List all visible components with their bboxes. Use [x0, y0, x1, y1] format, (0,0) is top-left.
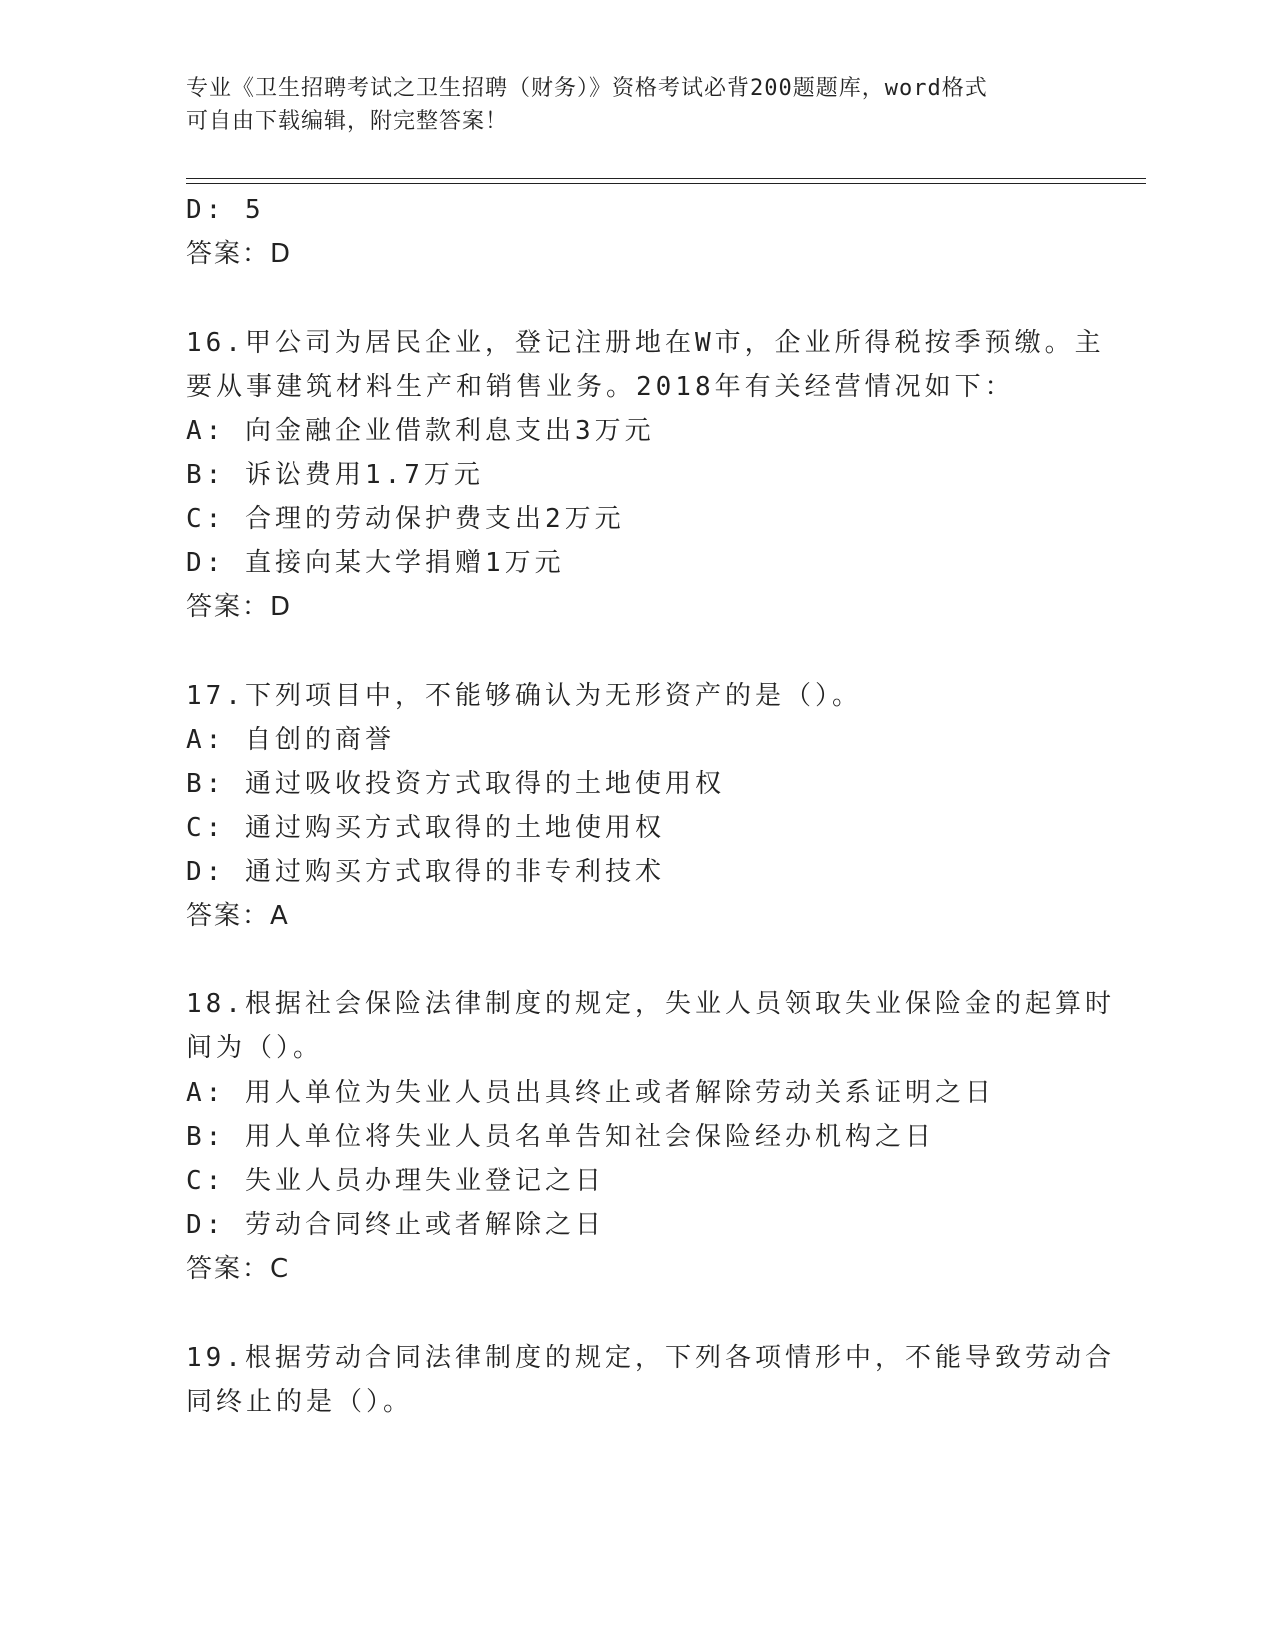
- q18-option-c: C: 失业人员办理失业登记之日: [186, 1166, 605, 1196]
- q17-option-d: D: 通过购买方式取得的非专利技术: [186, 857, 665, 887]
- header-line-2: 可自由下载编辑，附完整答案！: [186, 109, 509, 134]
- q18-answer: 答案：C: [186, 1254, 291, 1284]
- q17-option-a: A: 自创的商誉: [186, 725, 395, 755]
- q18-option-b: B: 用人单位将失业人员名单告知社会保险经办机构之日: [186, 1122, 935, 1152]
- q17-stem-line-1: 17.下列项目中，不能够确认为无形资产的是（）。: [186, 681, 862, 711]
- q16-stem-line-1: 16.甲公司为居民企业，登记注册地在W市，企业所得税按季预缴。主: [186, 328, 1105, 358]
- header-divider-bottom: [186, 183, 1146, 184]
- q18-stem-line-2: 间为（）。: [186, 1033, 324, 1063]
- q18-option-a: A: 用人单位为失业人员出具终止或者解除劳动关系证明之日: [186, 1078, 995, 1108]
- q19-stem-line-2: 同终止的是（）。: [186, 1387, 414, 1417]
- header-divider-top: [186, 178, 1146, 179]
- q18-stem-line-1: 18.根据社会保险法律制度的规定，失业人员领取失业保险金的起算时: [186, 989, 1115, 1019]
- prev-answer: 答案：D: [186, 239, 293, 269]
- q16-option-d: D: 直接向某大学捐赠1万元: [186, 548, 565, 578]
- q16-option-c: C: 合理的劳动保护费支出2万元: [186, 504, 625, 534]
- header-line-1: 专业《卫生招聘考试之卫生招聘（财务）》资格考试必背200题题库，word格式: [186, 76, 988, 101]
- q18-option-d: D: 劳动合同终止或者解除之日: [186, 1210, 605, 1240]
- q16-answer: 答案：D: [186, 592, 293, 622]
- q16-stem-line-2: 要从事建筑材料生产和销售业务。2018年有关经营情况如下：: [186, 372, 1015, 402]
- q17-answer: 答案：A: [186, 901, 290, 931]
- q17-option-c: C: 通过购买方式取得的土地使用权: [186, 813, 665, 843]
- q17-option-b: B: 通过吸收投资方式取得的土地使用权: [186, 769, 725, 799]
- q16-option-a: A: 向金融企业借款利息支出3万元: [186, 416, 655, 446]
- document-header: [186, 72, 1066, 138]
- q16-option-b: B: 诉讼费用1.7万元: [186, 460, 484, 490]
- q19-stem-line-1: 19.根据劳动合同法律制度的规定，下列各项情形中，不能导致劳动合: [186, 1343, 1115, 1373]
- prev-option-d: D: 5: [186, 195, 265, 225]
